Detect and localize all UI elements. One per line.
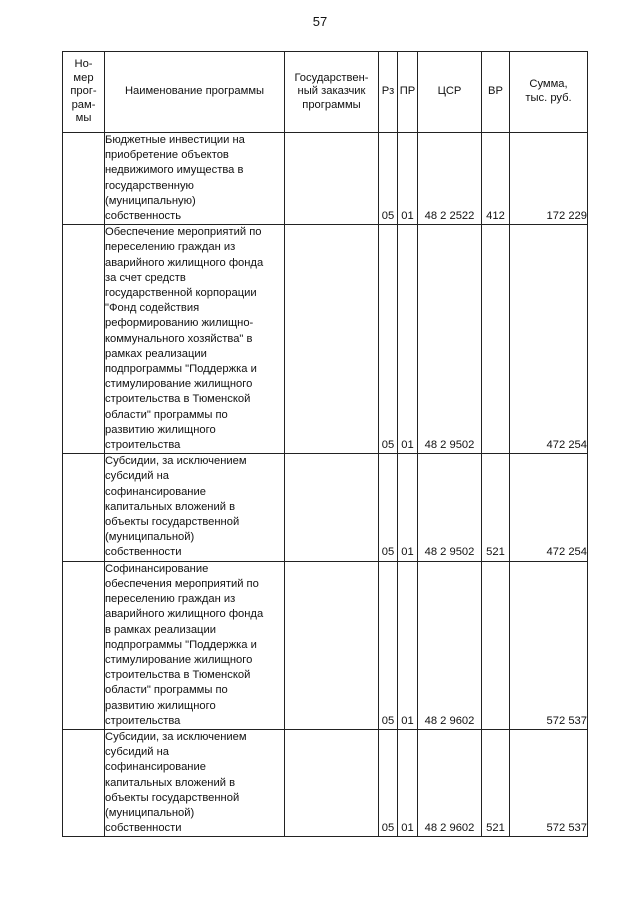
cell-target-article: 48 2 9602 [418, 561, 482, 729]
cell-sum: 472 254 [510, 225, 588, 454]
cell-target-article: 48 2 9502 [418, 454, 482, 561]
cell-state-customer [285, 133, 379, 225]
cell-program-name: Субсидии, за исключением субсидий на софинансирование капитальных вложений в объекты государственной (муниципальной) собственности [105, 729, 285, 836]
table-row [63, 225, 588, 454]
cell-section: 05 [379, 729, 398, 836]
cell-program-number [63, 561, 105, 729]
cell-state-customer [285, 454, 379, 561]
table-row [63, 454, 588, 561]
cell-program-number [63, 225, 105, 454]
cell-expense-type [482, 561, 510, 729]
header-program-number: Но- мер прог- рам- мы [63, 52, 105, 133]
cell-sum: 172 229 [510, 133, 588, 225]
header-target-article: ЦСР [418, 52, 482, 133]
budget-table [62, 51, 588, 837]
cell-subsection: 01 [398, 729, 418, 836]
cell-program-number [63, 133, 105, 225]
table-row [63, 133, 588, 225]
cell-subsection: 01 [398, 454, 418, 561]
cell-state-customer [285, 225, 379, 454]
header-expense-type: ВР [482, 52, 510, 133]
header-sum: Сумма, тыс. руб. [510, 52, 588, 133]
header-section: Рз [379, 52, 398, 133]
table-row [63, 561, 588, 729]
cell-subsection: 01 [398, 561, 418, 729]
cell-sum: 572 537 [510, 729, 588, 836]
table-row [63, 729, 588, 836]
cell-section: 05 [379, 225, 398, 454]
cell-section: 05 [379, 454, 398, 561]
cell-sum: 472 254 [510, 454, 588, 561]
cell-expense-type: 521 [482, 729, 510, 836]
cell-state-customer [285, 561, 379, 729]
cell-section: 05 [379, 561, 398, 729]
cell-program-number [63, 454, 105, 561]
cell-target-article: 48 2 2522 [418, 133, 482, 225]
cell-section: 05 [379, 133, 398, 225]
table-body [63, 133, 588, 837]
cell-subsection: 01 [398, 225, 418, 454]
cell-state-customer [285, 729, 379, 836]
table-header [63, 52, 588, 133]
page-number: 57 [312, 14, 328, 29]
cell-sum: 572 537 [510, 561, 588, 729]
cell-target-article: 48 2 9502 [418, 225, 482, 454]
cell-subsection: 01 [398, 133, 418, 225]
cell-program-name: Субсидии, за исключением субсидий на софинансирование капитальных вложений в объекты государственной (муниципальной) собственности [105, 454, 285, 561]
cell-program-name: Обеспечение мероприятий по переселению граждан из аварийного жилищного фонда за счет средств государственной корпорации "Фонд содействия реформированию жилищно- коммунального хозяйства" в рамках реализации подпрограммы "Поддержка и стимулирование жилищного строительства в Тюменской области" программы по развитию жилищного строительства [105, 225, 285, 454]
cell-target-article: 48 2 9602 [418, 729, 482, 836]
header-state-customer: Государствен- ный заказчик программы [285, 52, 379, 133]
cell-expense-type [482, 225, 510, 454]
cell-program-name: Софинансирование обеспечения мероприятий по переселению граждан из аварийного жилищного фонда в рамках реализации подпрограммы "Поддержка и стимулирование жилищного строительства в Тюменской области" программы по развитию жилищного строительства [105, 561, 285, 729]
header-subsection: ПР [398, 52, 418, 133]
header-program-name: Наименование программы [105, 52, 285, 133]
cell-program-number [63, 729, 105, 836]
cell-program-name: Бюджетные инвестиции на приобретение объектов недвижимого имущества в государственную (муниципальную) собственность [105, 133, 285, 225]
cell-expense-type: 412 [482, 133, 510, 225]
cell-expense-type: 521 [482, 454, 510, 561]
